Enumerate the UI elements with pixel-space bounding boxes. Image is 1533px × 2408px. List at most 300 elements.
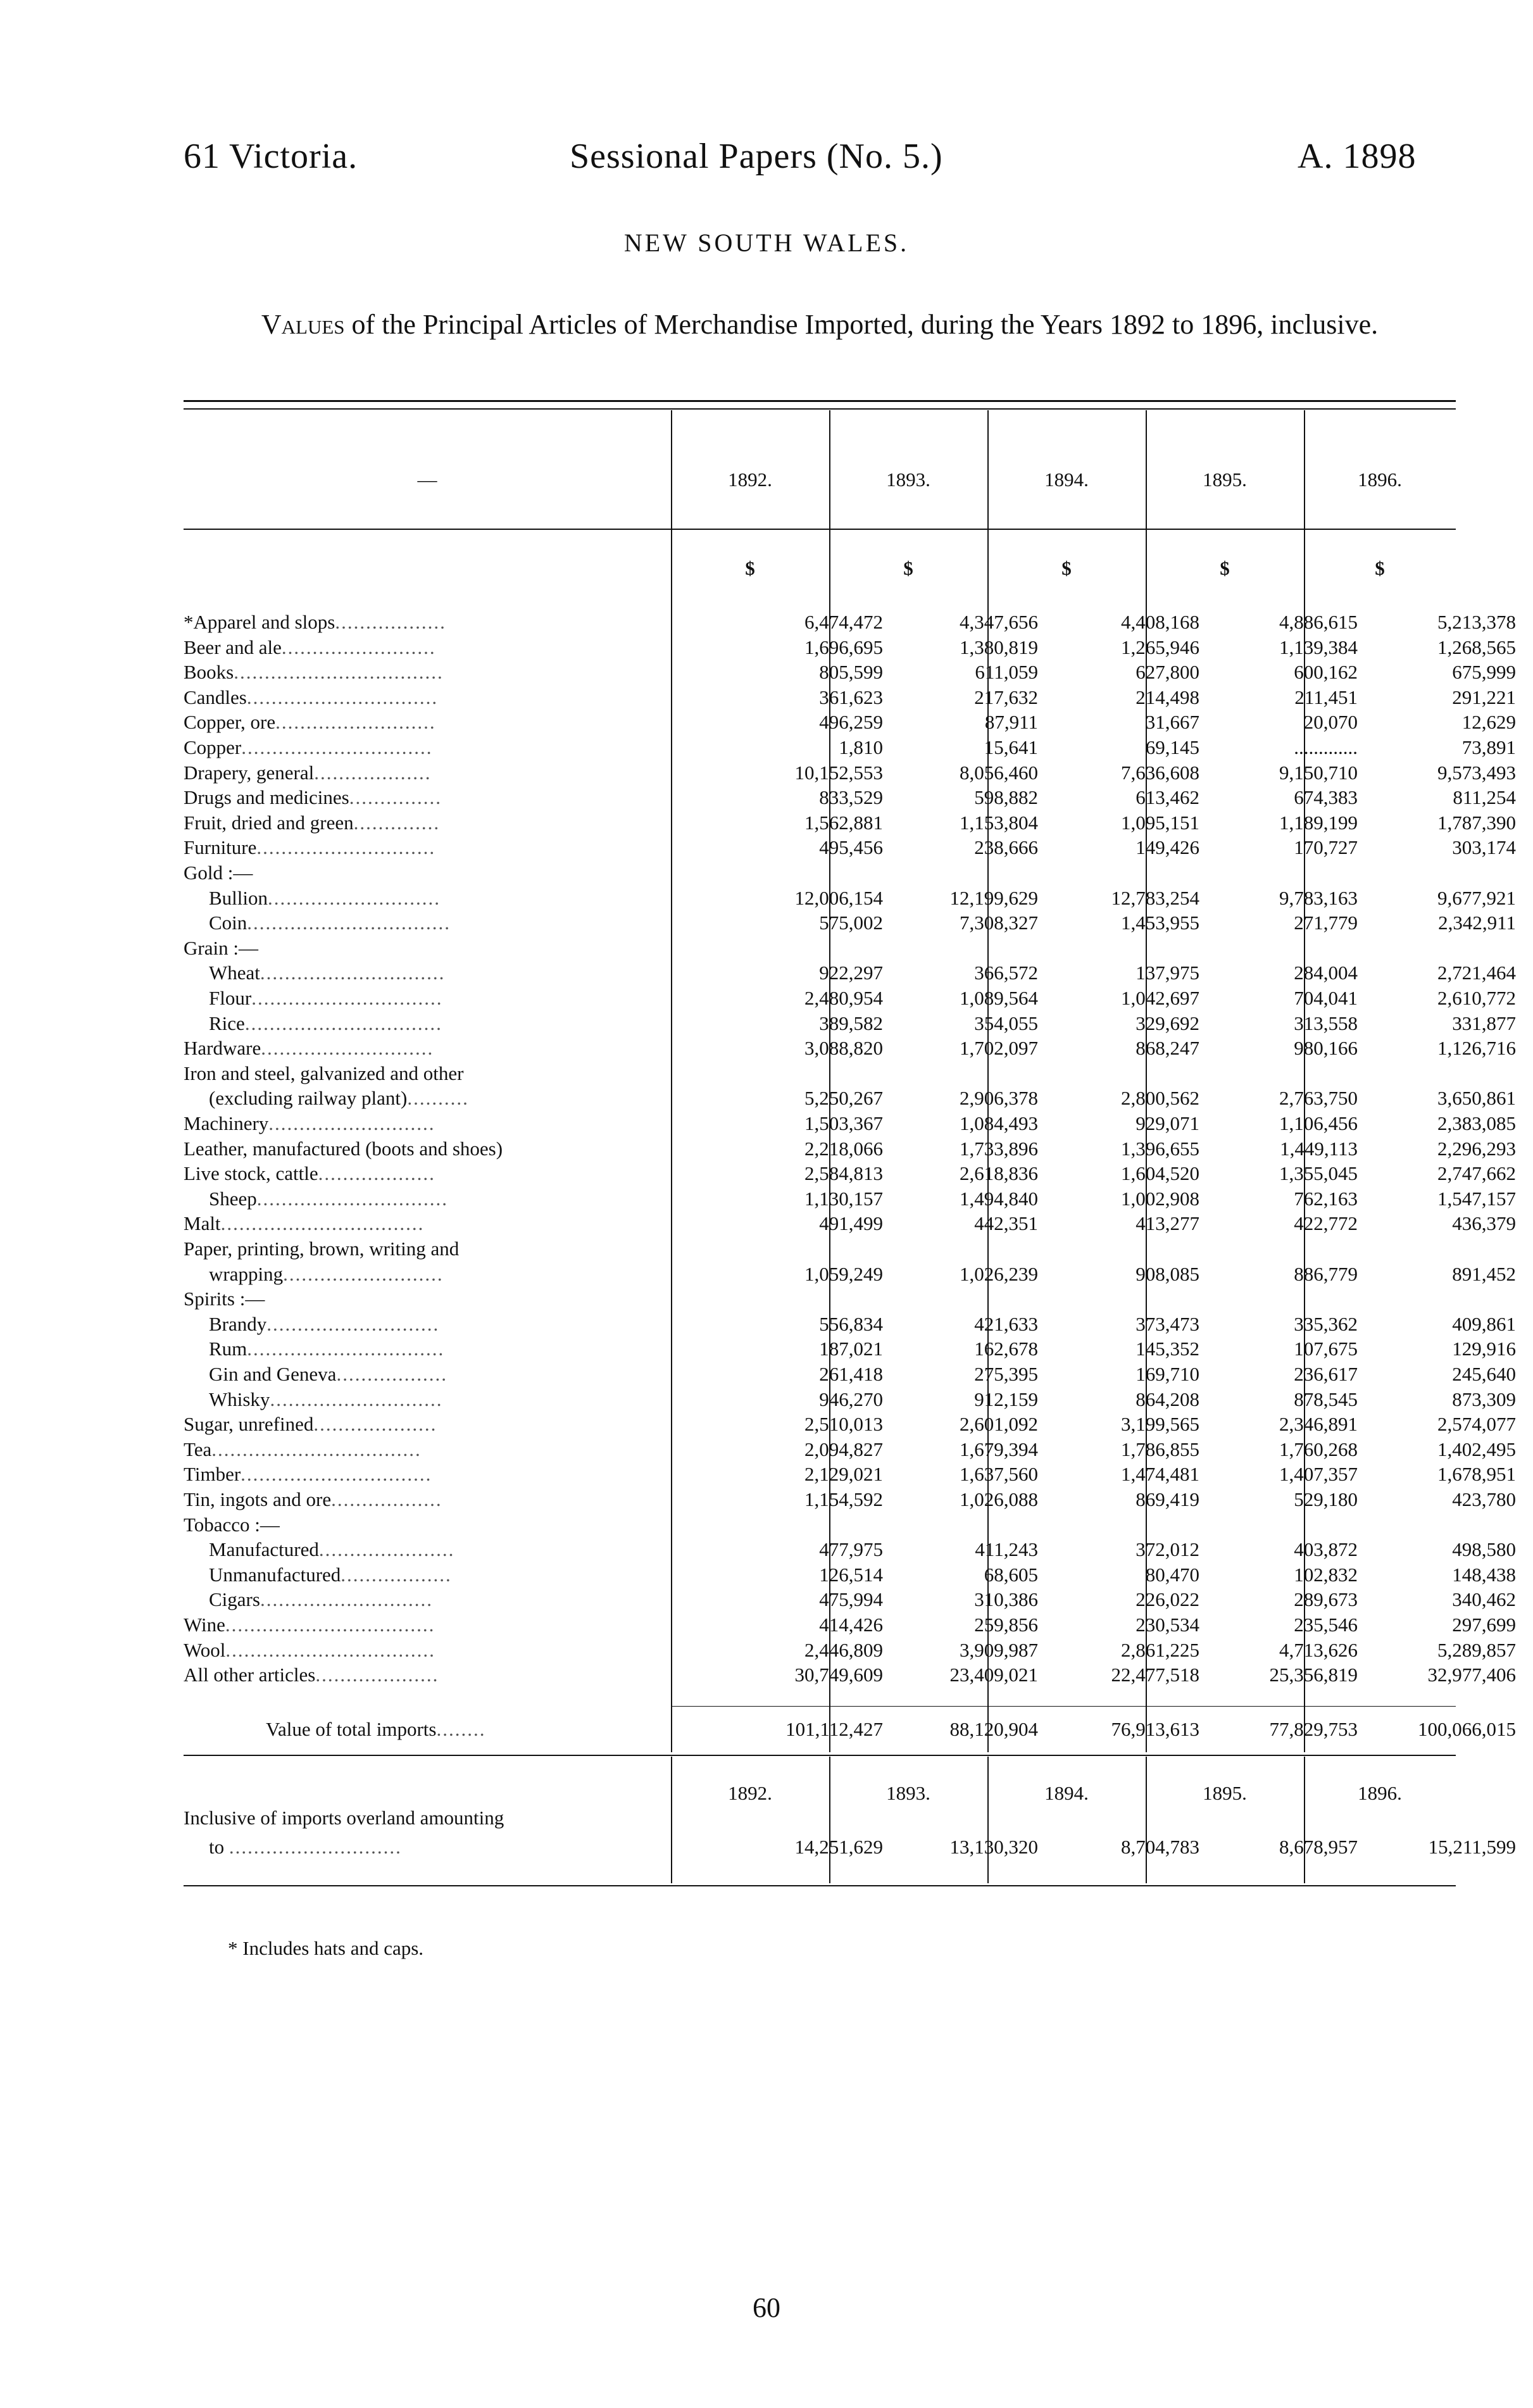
row-value-1896: 436,379 — [1452, 1212, 1516, 1234]
row-label-text: Paper, printing, brown, writing and — [184, 1238, 460, 1260]
row-value-1892: 1,059,249 — [804, 1263, 883, 1285]
row-value-1892: 261,418 — [819, 1363, 883, 1385]
table-row — [184, 1662, 1516, 1688]
row-value-1892: 389,582 — [819, 1012, 883, 1034]
row-label — [184, 1136, 671, 1162]
row-value-1896: 297,699 — [1452, 1614, 1516, 1636]
row-label-text: Hardware — [184, 1037, 261, 1059]
row-leader: .............................. — [260, 962, 446, 984]
table-row — [184, 1211, 1516, 1236]
table-row — [184, 685, 1516, 710]
row-value-1894: 3,199,565 — [1121, 1413, 1199, 1435]
row-value-1895: 107,675 — [1294, 1338, 1358, 1360]
row-label-text: Manufactured — [209, 1538, 319, 1560]
row-leader: .......................... — [283, 1263, 444, 1285]
row-value-1896: 2,342,911 — [1438, 912, 1516, 934]
row-label — [184, 1011, 696, 1036]
row-value-1892: 12,006,154 — [794, 887, 883, 909]
row-value-1895: 878,545 — [1294, 1388, 1358, 1410]
row-value-1896: 129,916 — [1452, 1338, 1516, 1360]
row-value-1895: 170,727 — [1294, 836, 1358, 858]
row-label — [184, 1262, 696, 1287]
currency-4: $ — [1375, 557, 1385, 579]
row-label-text: Tobacco :— — [184, 1514, 280, 1536]
row-value-1895: 284,004 — [1294, 962, 1358, 984]
table-title — [184, 307, 1456, 342]
row-value-1896: 1,547,157 — [1437, 1188, 1516, 1210]
row-value-1894: 69,145 — [1145, 736, 1199, 758]
header-right: A. 1898 — [1298, 137, 1417, 176]
row-value-1892: 6,474,472 — [804, 611, 883, 633]
table-row — [184, 1487, 1516, 1512]
row-value-1892: 1,810 — [839, 736, 883, 758]
overland-1896: 15,211,599 — [1428, 1836, 1516, 1858]
row-value-1894: 230,534 — [1136, 1614, 1199, 1636]
row-value-1892: 187,021 — [819, 1338, 883, 1360]
row-value-1894: 31,667 — [1145, 711, 1199, 733]
row-leader: .................................. — [234, 661, 444, 683]
row-label — [184, 1161, 671, 1186]
header-rule — [184, 529, 1456, 530]
row-leader: .................................. — [211, 1438, 422, 1460]
row-label — [184, 1336, 696, 1362]
row-value-1893: 3,909,987 — [960, 1639, 1038, 1661]
row-label-text: Timber — [184, 1463, 241, 1485]
row-leader: ............................... — [241, 1463, 432, 1485]
bottom-rule — [184, 1885, 1456, 1886]
row-value-1895: 271,779 — [1294, 912, 1358, 934]
row-value-1892: 2,446,809 — [804, 1639, 883, 1661]
row-value-1892: 1,130,157 — [804, 1188, 883, 1210]
table-row — [184, 835, 1516, 860]
table-row — [184, 1336, 1516, 1362]
row-value-1892: 475,994 — [819, 1588, 883, 1610]
row-label-text: Sugar, unrefined — [184, 1413, 314, 1435]
row-value-1893: 4,347,656 — [960, 611, 1038, 633]
total-label-text: Value of total imports — [266, 1718, 437, 1740]
row-label — [184, 710, 671, 735]
row-label — [184, 1537, 696, 1562]
row-label-text: Rice — [209, 1012, 245, 1034]
table-row — [184, 1111, 1516, 1136]
row-value-1892: 946,270 — [819, 1388, 883, 1410]
row-value-1892: 2,510,013 — [804, 1413, 883, 1435]
row-value-1895: ............. — [1294, 736, 1358, 758]
year-header-1: 1893. — [886, 468, 930, 491]
row-value-1893: 1,026,088 — [960, 1488, 1038, 1510]
row-value-1892: 2,218,066 — [804, 1138, 883, 1160]
table-row — [184, 660, 1516, 685]
row-label — [184, 1562, 696, 1588]
row-leader: .................... — [315, 1664, 439, 1686]
row-value-1893: 2,906,378 — [960, 1087, 1038, 1109]
total-1896: 100,066,015 — [1418, 1718, 1516, 1740]
total-1892: 101,112,427 — [785, 1718, 883, 1740]
row-leader: .................. — [336, 1363, 447, 1385]
row-leader: ........................... — [268, 1112, 435, 1134]
row-value-1895: 1,760,268 — [1279, 1438, 1358, 1460]
table-row — [184, 1537, 1516, 1562]
row-value-1895: 1,355,045 — [1279, 1162, 1358, 1184]
row-value-1895: 1,189,199 — [1279, 812, 1358, 834]
row-value-1894: 864,208 — [1136, 1388, 1199, 1410]
row-value-1896: 340,462 — [1452, 1588, 1516, 1610]
row-value-1893: 2,601,092 — [960, 1413, 1038, 1435]
overland-1894: 8,704,783 — [1121, 1836, 1199, 1858]
row-leader: ............................... — [246, 686, 439, 708]
row-leader: ............................ — [270, 1388, 443, 1410]
table-row — [184, 810, 1516, 836]
col-head-dash: — — [417, 468, 437, 491]
table-row — [184, 785, 1516, 810]
row-value-1893: 442,351 — [974, 1212, 1038, 1234]
row-value-1895: 289,673 — [1294, 1588, 1358, 1610]
row-value-1892: 805,599 — [819, 661, 883, 683]
row-label-text: Tea — [184, 1438, 212, 1460]
table-row — [184, 760, 1516, 786]
overland-year-3: 1895. — [1203, 1782, 1247, 1804]
row-value-1893: 310,386 — [974, 1588, 1038, 1610]
row-value-1893: 1,089,564 — [960, 987, 1038, 1009]
table-row — [184, 960, 1516, 986]
row-value-1893: 217,632 — [974, 686, 1038, 708]
row-label — [184, 1638, 671, 1663]
table-row — [184, 1512, 1456, 1538]
row-label-text: Fruit, dried and green — [184, 812, 354, 834]
row-value-1893: 1,679,394 — [960, 1438, 1038, 1460]
row-leader: ......................... — [281, 636, 436, 658]
row-label-text: Whisky — [209, 1388, 270, 1410]
row-value-1892: 495,456 — [819, 836, 883, 858]
row-value-1895: 2,346,891 — [1279, 1413, 1358, 1435]
table-row — [184, 735, 1516, 760]
row-leader: .............. — [353, 812, 441, 834]
row-value-1892: 2,480,954 — [804, 987, 883, 1009]
row-value-1893: 238,666 — [974, 836, 1038, 858]
row-label-text: Brandy — [209, 1313, 267, 1335]
row-value-1892: 1,503,367 — [804, 1112, 883, 1134]
year-header-0: 1892. — [728, 468, 772, 491]
row-leader: ............................ — [261, 1037, 434, 1059]
row-label-text: Wool — [184, 1639, 226, 1661]
row-value-1894: 4,408,168 — [1121, 611, 1199, 633]
row-value-1894: 214,498 — [1136, 686, 1199, 708]
row-value-1893: 162,678 — [974, 1338, 1038, 1360]
row-value-1894: 12,783,254 — [1111, 887, 1199, 909]
table-row — [184, 1061, 1456, 1086]
row-value-1895: 20,070 — [1303, 711, 1358, 733]
footnote: * Includes hats and caps. — [228, 1937, 424, 1959]
row-value-1894: 613,462 — [1136, 786, 1199, 808]
overland-label-1: Inclusive of imports overland amounting — [184, 1807, 504, 1829]
table-row — [184, 1587, 1516, 1612]
row-value-1892: 491,499 — [819, 1212, 883, 1234]
row-label — [184, 810, 671, 836]
row-leader: ................................. — [247, 912, 451, 934]
row-label — [184, 986, 696, 1011]
currency-1: $ — [903, 557, 913, 579]
row-value-1893: 259,856 — [974, 1614, 1038, 1636]
row-value-1893: 23,409,021 — [949, 1664, 1038, 1686]
row-value-1895: 4,886,615 — [1279, 611, 1358, 633]
overland-row — [184, 1834, 1516, 1860]
table-row — [184, 1437, 1516, 1462]
row-value-1894: 145,352 — [1136, 1338, 1199, 1360]
row-label — [184, 1236, 671, 1262]
row-value-1895: 25,356,819 — [1269, 1664, 1358, 1686]
row-value-1894: 329,692 — [1136, 1012, 1199, 1034]
row-label-text: Books — [184, 661, 234, 683]
table-row — [184, 986, 1516, 1011]
row-value-1895: 9,783,163 — [1279, 887, 1358, 909]
row-value-1896: 2,574,077 — [1437, 1413, 1516, 1435]
row-value-1893: 1,026,239 — [960, 1263, 1038, 1285]
row-value-1896: 2,610,772 — [1437, 987, 1516, 1009]
row-value-1894: 169,710 — [1136, 1363, 1199, 1385]
row-value-1894: 1,396,655 — [1121, 1138, 1199, 1160]
row-value-1892: 2,094,827 — [804, 1438, 883, 1460]
row-label — [184, 1061, 671, 1086]
table-row — [184, 1262, 1516, 1287]
table-row — [184, 910, 1516, 936]
row-value-1896: 73,891 — [1461, 736, 1516, 758]
row-value-1893: 366,572 — [974, 962, 1038, 984]
table-row — [184, 1236, 1456, 1262]
row-label-text: Live stock, cattle — [184, 1162, 318, 1184]
row-value-1896: 1,678,951 — [1437, 1463, 1516, 1485]
row-value-1893: 275,395 — [974, 1363, 1038, 1385]
row-value-1894: 226,022 — [1136, 1588, 1199, 1610]
row-leader: .......... — [407, 1087, 469, 1109]
row-value-1896: 1,268,565 — [1437, 636, 1516, 658]
row-value-1894: 22,477,518 — [1111, 1664, 1199, 1686]
row-value-1893: 1,153,804 — [960, 812, 1038, 834]
row-value-1896: 409,861 — [1452, 1313, 1516, 1335]
row-value-1896: 811,254 — [1453, 786, 1516, 808]
table-row — [184, 1161, 1516, 1186]
row-value-1893: 912,159 — [974, 1388, 1038, 1410]
row-value-1893: 8,056,460 — [960, 762, 1038, 784]
row-value-1892: 575,002 — [819, 912, 883, 934]
row-value-1896: 891,452 — [1452, 1263, 1516, 1285]
row-label-text: All other articles — [184, 1664, 316, 1686]
row-label-text: Wheat — [209, 962, 260, 984]
row-label — [184, 1662, 671, 1688]
row-label-text: Leather, manufactured (boots and shoes) — [184, 1138, 503, 1160]
row-label-text: wrapping — [209, 1263, 284, 1285]
row-label — [184, 785, 671, 810]
row-label — [184, 936, 671, 961]
row-label — [184, 610, 671, 635]
currency-2: $ — [1061, 557, 1072, 579]
table-row — [184, 1562, 1516, 1588]
row-value-1892: 414,426 — [819, 1614, 883, 1636]
row-value-1894: 908,085 — [1136, 1263, 1199, 1285]
row-label-text: *Apparel and slops — [184, 611, 335, 633]
row-leader: ................... — [314, 762, 432, 784]
row-label — [184, 860, 671, 886]
row-value-1892: 1,154,592 — [804, 1488, 883, 1510]
row-value-1893: 1,702,097 — [960, 1037, 1038, 1059]
row-value-1896: 5,289,857 — [1437, 1639, 1516, 1661]
row-value-1893: 87,911 — [984, 711, 1038, 733]
row-value-1892: 2,584,813 — [804, 1162, 883, 1184]
row-label — [184, 1462, 671, 1487]
row-value-1894: 1,095,151 — [1121, 812, 1199, 834]
row-label-text: Wine — [184, 1614, 225, 1636]
row-value-1893: 12,199,629 — [949, 887, 1038, 909]
row-leader: ................................ — [247, 1338, 445, 1360]
table-row — [184, 1186, 1516, 1212]
row-value-1895: 980,166 — [1294, 1037, 1358, 1059]
row-value-1893: 611,059 — [975, 661, 1038, 683]
row-value-1893: 15,641 — [984, 736, 1038, 758]
row-value-1896: 12,629 — [1461, 711, 1516, 733]
total-1894: 76,913,613 — [1111, 1718, 1199, 1740]
row-value-1893: 421,633 — [974, 1313, 1038, 1335]
row-value-1894: 627,800 — [1136, 661, 1199, 683]
row-value-1895: 674,383 — [1294, 786, 1358, 808]
row-value-1892: 1,696,695 — [804, 636, 883, 658]
row-leader: ............................ — [268, 887, 441, 909]
row-label-text: Flour — [209, 987, 252, 1009]
row-leader: ............................ — [260, 1588, 433, 1610]
row-label-text: Drapery, general — [184, 762, 315, 784]
table-row — [184, 1638, 1516, 1663]
row-label-text: Machinery — [184, 1112, 269, 1134]
row-value-1894: 1,265,946 — [1121, 636, 1199, 658]
row-label-text: Candles — [184, 686, 247, 708]
row-label-text: Grain :— — [184, 937, 258, 959]
row-value-1892: 3,088,820 — [804, 1037, 883, 1059]
row-label — [184, 1587, 696, 1612]
row-value-1896: 873,309 — [1452, 1388, 1516, 1410]
overland-label-2-text: to — [209, 1836, 225, 1858]
row-value-1893: 411,243 — [975, 1538, 1038, 1560]
row-value-1892: 10,152,553 — [794, 762, 883, 784]
row-value-1893: 1,637,560 — [960, 1463, 1038, 1485]
table-row — [184, 1387, 1516, 1412]
row-label — [184, 1086, 696, 1111]
row-value-1894: 7,636,608 — [1121, 762, 1199, 784]
overland-leader: ............................ — [228, 1836, 402, 1858]
row-label-text: Gin and Geneva — [209, 1363, 337, 1385]
row-leader: .................... — [313, 1413, 437, 1435]
row-value-1896: 498,580 — [1452, 1538, 1516, 1560]
row-value-1892: 2,129,021 — [804, 1463, 883, 1485]
row-label — [184, 1286, 671, 1312]
pre-total-rule — [671, 1706, 1456, 1707]
row-label — [184, 910, 696, 936]
row-value-1896: 1,402,495 — [1437, 1438, 1516, 1460]
row-value-1894: 373,473 — [1136, 1313, 1199, 1335]
row-leader: ............................... — [256, 1188, 449, 1210]
row-value-1896: 1,787,390 — [1437, 812, 1516, 834]
year-header-4: 1896. — [1358, 468, 1402, 491]
row-label — [184, 1412, 671, 1437]
row-label-text: Malt — [184, 1212, 221, 1234]
row-value-1894: 1,786,855 — [1121, 1438, 1199, 1460]
row-value-1894: 1,604,520 — [1121, 1162, 1199, 1184]
row-value-1895: 600,162 — [1294, 661, 1358, 683]
row-label-text: Sheep — [209, 1188, 257, 1210]
title-prefix: Values — [261, 309, 345, 340]
table-row — [184, 710, 1516, 735]
table-row — [184, 860, 1456, 886]
row-value-1896: 675,999 — [1452, 661, 1516, 683]
row-value-1895: 236,617 — [1294, 1363, 1358, 1385]
row-leader: ............................... — [241, 736, 433, 758]
row-value-1894: 2,861,225 — [1121, 1639, 1199, 1661]
row-label-text: Gold :— — [184, 862, 253, 884]
overland-label-2 — [184, 1834, 696, 1860]
table-row — [184, 1612, 1516, 1638]
row-label — [184, 1512, 671, 1538]
row-leader: ................................ — [244, 1012, 442, 1034]
total-label — [184, 1717, 753, 1742]
row-label — [184, 1111, 671, 1136]
row-value-1895: 211,451 — [1294, 686, 1358, 708]
row-value-1895: 1,449,113 — [1280, 1138, 1358, 1160]
title-rest: of the Principal Articles of Merchandise Imported, during the Years 1892 to 1896, inclusive. — [344, 309, 1379, 340]
row-leader: .................. — [341, 1564, 452, 1586]
row-value-1894: 1,002,908 — [1121, 1188, 1199, 1210]
row-value-1894: 137,975 — [1136, 962, 1199, 984]
row-value-1892: 922,297 — [819, 962, 883, 984]
row-value-1895: 102,832 — [1294, 1564, 1358, 1586]
row-value-1895: 335,362 — [1294, 1313, 1358, 1335]
row-label-text: Coin — [209, 912, 247, 934]
row-value-1896: 5,213,378 — [1437, 611, 1516, 633]
page-number: 60 — [753, 2292, 780, 2323]
state-heading: NEW SOUTH WALES. — [623, 229, 910, 257]
row-value-1894: 929,071 — [1136, 1112, 1199, 1134]
overland-year-4: 1896. — [1358, 1782, 1402, 1804]
row-value-1895: 4,713,626 — [1279, 1639, 1358, 1661]
row-value-1892: 126,514 — [819, 1564, 883, 1586]
top-rule-2 — [184, 408, 1456, 410]
table-row — [184, 886, 1516, 911]
row-value-1893: 1,733,896 — [960, 1138, 1038, 1160]
row-value-1895: 9,150,710 — [1279, 762, 1358, 784]
row-label — [184, 1036, 671, 1061]
row-value-1895: 313,558 — [1294, 1012, 1358, 1034]
row-label-text: Copper, ore — [184, 711, 276, 733]
header-center: Sessional Papers (No. 5.) — [570, 137, 943, 176]
row-value-1895: 762,163 — [1294, 1188, 1358, 1210]
overland-year-2: 1894. — [1044, 1782, 1089, 1804]
currency-0: $ — [745, 557, 755, 579]
row-value-1894: 149,426 — [1136, 836, 1199, 858]
row-value-1895: 704,041 — [1294, 987, 1358, 1009]
row-value-1893: 1,494,840 — [960, 1188, 1038, 1210]
overland-year-0: 1892. — [728, 1782, 772, 1804]
currency-3: $ — [1220, 557, 1230, 579]
row-label — [184, 1211, 671, 1236]
year-header-3: 1895. — [1203, 468, 1247, 491]
row-value-1892: 1,562,881 — [804, 812, 883, 834]
row-value-1896: 291,221 — [1452, 686, 1516, 708]
row-value-1894: 1,474,481 — [1121, 1463, 1199, 1485]
row-value-1896: 3,650,861 — [1437, 1087, 1516, 1109]
row-value-1892: 5,250,267 — [804, 1087, 883, 1109]
row-label-text: Cigars — [209, 1588, 260, 1610]
row-value-1896: 32,977,406 — [1427, 1664, 1516, 1686]
table-row — [184, 1312, 1516, 1337]
row-leader: .................. — [331, 1488, 442, 1510]
row-label-text: Unmanufactured — [209, 1564, 341, 1586]
total-leader: ........ — [436, 1718, 486, 1740]
